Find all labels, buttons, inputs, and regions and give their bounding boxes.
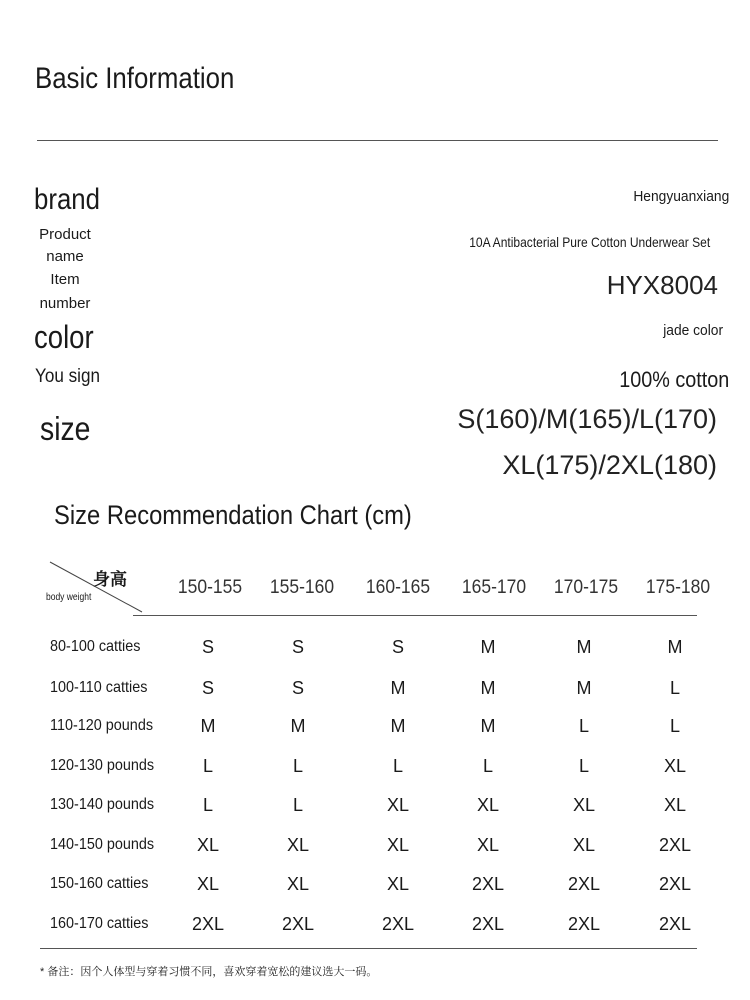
size-cell: L [392, 756, 403, 776]
size-cell: 2XL [471, 874, 505, 894]
weight-row-label: 100-110 catties [50, 679, 148, 696]
item-label-1: Item [50, 271, 80, 288]
weight-row-label: 110-120 pounds [50, 717, 154, 734]
size-cell: L [292, 795, 303, 815]
size-cell: XL [386, 874, 410, 894]
size-cell: S [201, 637, 214, 657]
size-cell: XL [386, 795, 410, 815]
size-cell: 2XL [191, 914, 225, 934]
size-cell: L [669, 678, 680, 698]
material-value: 100% cotton [618, 367, 729, 392]
size-cell: M [480, 678, 496, 698]
size-cell: S [391, 637, 404, 657]
size-cell: 2XL [567, 874, 601, 894]
height-header-1: 150-155 [177, 577, 243, 598]
height-header-3: 160-165 [365, 577, 431, 598]
size-cell: 2XL [658, 835, 692, 855]
height-header-5: 170-175 [553, 577, 619, 598]
color-label: color [34, 319, 94, 355]
size-cell: 2XL [658, 874, 692, 894]
size-label: size [40, 410, 91, 447]
size-cell: XL [572, 835, 596, 855]
size-cell: XL [663, 795, 687, 815]
weight-row-label: 150-160 catties [50, 875, 149, 892]
size-cell: M [480, 716, 496, 736]
size-cell: 2XL [381, 914, 415, 934]
weight-row-label: 120-130 pounds [50, 757, 155, 774]
header-divider [133, 615, 697, 616]
size-cell: XL [663, 756, 687, 776]
size-cell: M [576, 637, 592, 657]
chart-title: Size Recommendation Chart (cm) [54, 500, 412, 530]
size-cell: L [482, 756, 493, 776]
height-header-6: 175-180 [645, 577, 711, 598]
brand-value: Hengyuanxiang [633, 188, 729, 205]
brand-label: brand [34, 183, 100, 216]
size-cell: L [292, 756, 303, 776]
size-cell: S [291, 637, 304, 657]
size-cell: XL [386, 835, 410, 855]
size-cell: M [667, 637, 683, 657]
size-cell: M [390, 716, 406, 736]
size-cell: S [201, 678, 214, 698]
size-cell: XL [196, 835, 220, 855]
size-value-1: S(160)/M(165)/L(170) [457, 404, 717, 434]
size-cell: 2XL [658, 914, 692, 934]
weight-row-label: 140-150 pounds [50, 836, 155, 853]
weight-row-label: 160-170 catties [50, 915, 149, 932]
size-cell: XL [476, 835, 500, 855]
footnote: * 备注：因个人体型与穿着习惯不同，喜欢穿着宽松的建议选大一码。 [40, 966, 378, 978]
size-cell: XL [286, 874, 310, 894]
corner-height-label: 身高 [93, 570, 127, 589]
size-cell: M [576, 678, 592, 698]
item-label-2: number [39, 295, 91, 312]
size-cell: L [578, 716, 589, 736]
size-cell: M [480, 637, 496, 657]
size-cell: L [202, 756, 213, 776]
weight-row-label: 130-140 pounds [50, 796, 155, 813]
size-cell: XL [572, 795, 596, 815]
size-cell: XL [286, 835, 310, 855]
size-cell: M [290, 716, 306, 736]
size-cell: 2XL [471, 914, 505, 934]
size-cell: M [200, 716, 216, 736]
size-cell: L [578, 756, 589, 776]
size-cell: M [390, 678, 406, 698]
product-label-2: name [46, 248, 84, 265]
height-header-2: 155-160 [269, 577, 335, 598]
corner-weight-label: body weight [46, 592, 92, 603]
size-cell: 2XL [567, 914, 601, 934]
size-value-2: XL(175)/2XL(180) [502, 450, 717, 480]
title-divider [37, 140, 718, 141]
size-cell: L [202, 795, 213, 815]
section-title: Basic Information [35, 62, 235, 95]
size-cell: L [669, 716, 680, 736]
item-value: HYX8004 [606, 270, 718, 300]
product-label-1: Product [39, 226, 91, 243]
size-cell: XL [476, 795, 500, 815]
weight-row-label: 80-100 catties [50, 638, 141, 655]
product-value: 10A Antibacterial Pure Cotton Underwear Set [469, 234, 710, 250]
table-bottom-divider [40, 948, 697, 949]
size-cell: XL [196, 874, 220, 894]
size-cell: 2XL [281, 914, 315, 934]
color-value: jade color [663, 322, 723, 339]
height-header-4: 165-170 [461, 577, 527, 598]
size-cell: S [291, 678, 304, 698]
material-label: You sign [35, 366, 100, 387]
